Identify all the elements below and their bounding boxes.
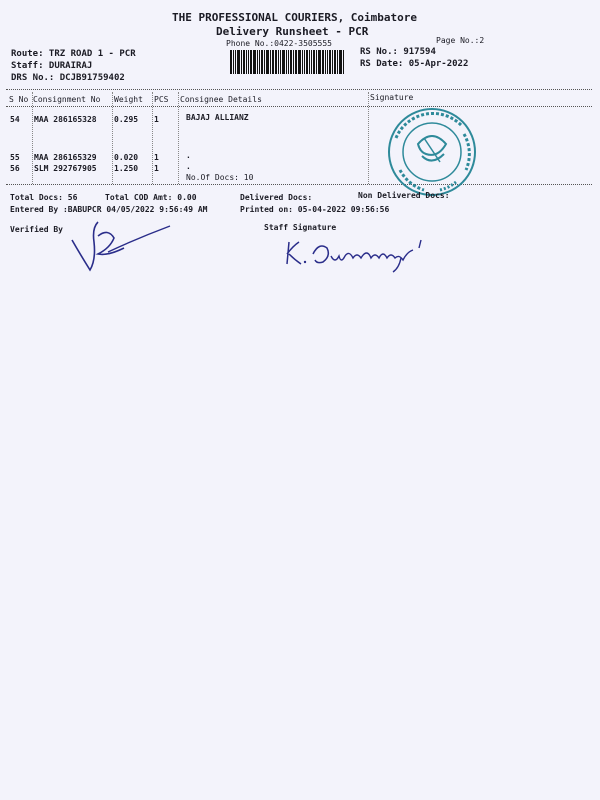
barcode-bar [264, 50, 265, 74]
barcode-bar [282, 50, 285, 74]
entered-by: Entered By :BABUPCR 04/05/2022 9:56:49 AM [10, 205, 208, 214]
page-number: Page No.:2 [436, 36, 485, 45]
row-sno: 56 [10, 164, 20, 173]
phone-number: Phone No.:0422-3505555 [226, 39, 332, 48]
barcode-bar [313, 50, 315, 74]
barcode-bar [302, 50, 303, 74]
staff-signature-icon [283, 234, 433, 274]
barcode-bar [243, 50, 245, 74]
printed-on: Printed on: 05-04-2022 09:56:56 [240, 205, 390, 214]
barcode-bar [329, 50, 331, 74]
route: Route: TRZ ROAD 1 - PCR [11, 49, 136, 59]
row-sno: 55 [10, 153, 20, 162]
header-consignee: Consignee Details [180, 95, 262, 104]
barcode-bar [230, 50, 232, 74]
barcode-bar [306, 50, 308, 74]
row-consignee: BAJAJ ALLIANZ [186, 113, 249, 122]
barcode-bar [325, 50, 326, 74]
row-pcs: 1 [154, 153, 159, 162]
barcode-bar [246, 50, 247, 74]
barcode-bar [304, 50, 305, 74]
barcode-bar [233, 50, 234, 74]
staff-signature-label: Staff Signature [264, 223, 337, 232]
barcode-bar [253, 50, 256, 74]
barcode-bar [293, 50, 294, 74]
verified-by-label: Verified By [10, 225, 63, 234]
barcode-bar [295, 50, 297, 74]
rs-date: RS Date: 05-Apr-2022 [360, 59, 469, 69]
barcode-bar [266, 50, 269, 74]
stamp-seal-icon [382, 104, 482, 204]
barcode-bar [288, 50, 289, 74]
barcode-bar [334, 50, 336, 74]
row-consignment: SLM 292767905 [34, 164, 97, 173]
total-docs: Total Docs: 56 [10, 193, 78, 202]
row-weight: 0.020 [114, 153, 139, 162]
barcode-bar [275, 50, 277, 74]
header-sno: S No [9, 95, 29, 104]
non-delivered-docs: Non Delivered Docs: [358, 191, 450, 200]
row-weight: 0.295 [114, 115, 139, 124]
barcode-bar [278, 50, 279, 74]
header-signature: Signature [370, 93, 414, 102]
verifier-signature-icon [68, 214, 178, 274]
rs-number: RS No.: 917594 [360, 47, 436, 57]
staff-name: Staff: DURAIRAJ [11, 61, 93, 71]
row-weight: 1.250 [114, 164, 139, 173]
row-consignee: . [186, 162, 191, 171]
table-top-rule [6, 89, 592, 90]
barcode-bar [235, 50, 236, 74]
barcode-bar [298, 50, 301, 74]
barcode-bar [339, 50, 342, 74]
row-consignee: . [186, 151, 191, 160]
barcode-bar [332, 50, 333, 74]
col-divider [32, 92, 33, 184]
barcode-bar [272, 50, 274, 74]
drs-number: DRS No.: DCJB91759402 [11, 73, 125, 83]
header-pcs: PCS [154, 95, 169, 104]
barcode-bar [309, 50, 310, 74]
barcode-bar [259, 50, 260, 74]
table-bottom-rule [6, 184, 592, 185]
barcode-bar [286, 50, 287, 74]
header-consignment: Consignment No [33, 95, 101, 104]
barcode-bar [250, 50, 252, 74]
company-name: THE PROFESSIONAL COURIERS, Coimbatore [172, 11, 418, 24]
col-divider [178, 92, 179, 184]
col-divider [112, 92, 113, 184]
barcode-bar [261, 50, 263, 74]
header-weight: Weight [114, 95, 143, 104]
col-divider [152, 92, 153, 184]
barcode-bar [290, 50, 292, 74]
barcode-bar [327, 50, 328, 74]
barcode-bar [270, 50, 271, 74]
barcode [230, 50, 352, 74]
row-consignment: MAA 286165329 [34, 153, 97, 162]
barcode-bar [318, 50, 321, 74]
document-title: Delivery Runsheet - PCR [216, 25, 369, 38]
barcode-bar [241, 50, 242, 74]
barcode-bar [322, 50, 324, 74]
col-divider [368, 92, 369, 184]
row-consignment: MAA 286165328 [34, 115, 97, 124]
barcode-bar [257, 50, 258, 74]
header-rule [6, 106, 592, 107]
barcode-bar [343, 50, 344, 74]
no-of-docs: No.Of Docs: 10 [186, 173, 254, 182]
delivered-docs: Delivered Docs: [240, 193, 313, 202]
barcode-bar [280, 50, 281, 74]
row-pcs: 1 [154, 115, 159, 124]
barcode-bar [248, 50, 249, 74]
row-sno: 54 [10, 115, 20, 124]
barcode-bar [237, 50, 240, 74]
row-pcs: 1 [154, 164, 159, 173]
barcode-bar [316, 50, 317, 74]
barcode-bar [337, 50, 338, 74]
barcode-bar [311, 50, 312, 74]
total-cod-amount: Total COD Amt: 0.00 [105, 193, 197, 202]
